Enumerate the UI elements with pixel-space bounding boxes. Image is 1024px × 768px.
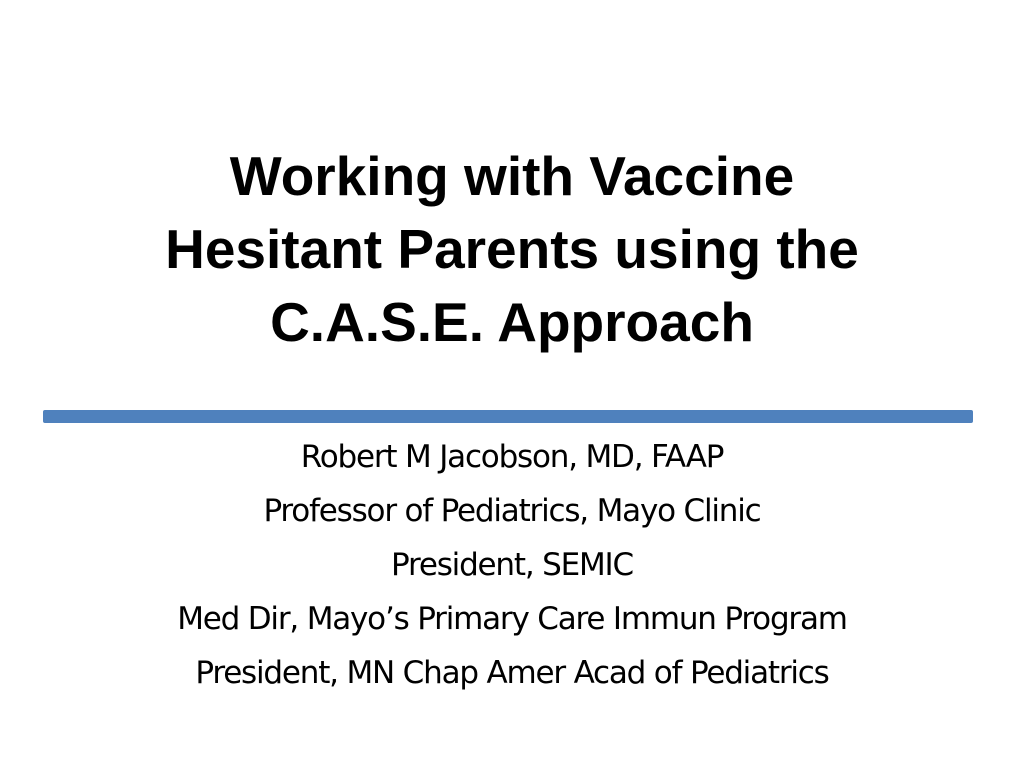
title-line-2: Hesitant Parents using the bbox=[165, 218, 859, 280]
presenter-affiliation-3: Med Dir, Mayo’s Primary Care Immun Program bbox=[177, 601, 847, 637]
title-divider bbox=[43, 410, 973, 423]
presenter-affiliation-1: Professor of Pediatrics, Mayo Clinic bbox=[263, 493, 761, 529]
slide-title bbox=[60, 140, 964, 359]
title-line-3: C.A.S.E. Approach bbox=[270, 291, 754, 353]
presenter-affiliation-4: President, MN Chap Amer Acad of Pediatrics bbox=[195, 655, 829, 691]
slide-subtitle bbox=[30, 430, 994, 700]
presenter-name: Robert M Jacobson, MD, FAAP bbox=[300, 439, 724, 475]
title-line-1: Working with Vaccine bbox=[229, 145, 795, 207]
presenter-affiliation-2: President, SEMIC bbox=[391, 547, 633, 583]
